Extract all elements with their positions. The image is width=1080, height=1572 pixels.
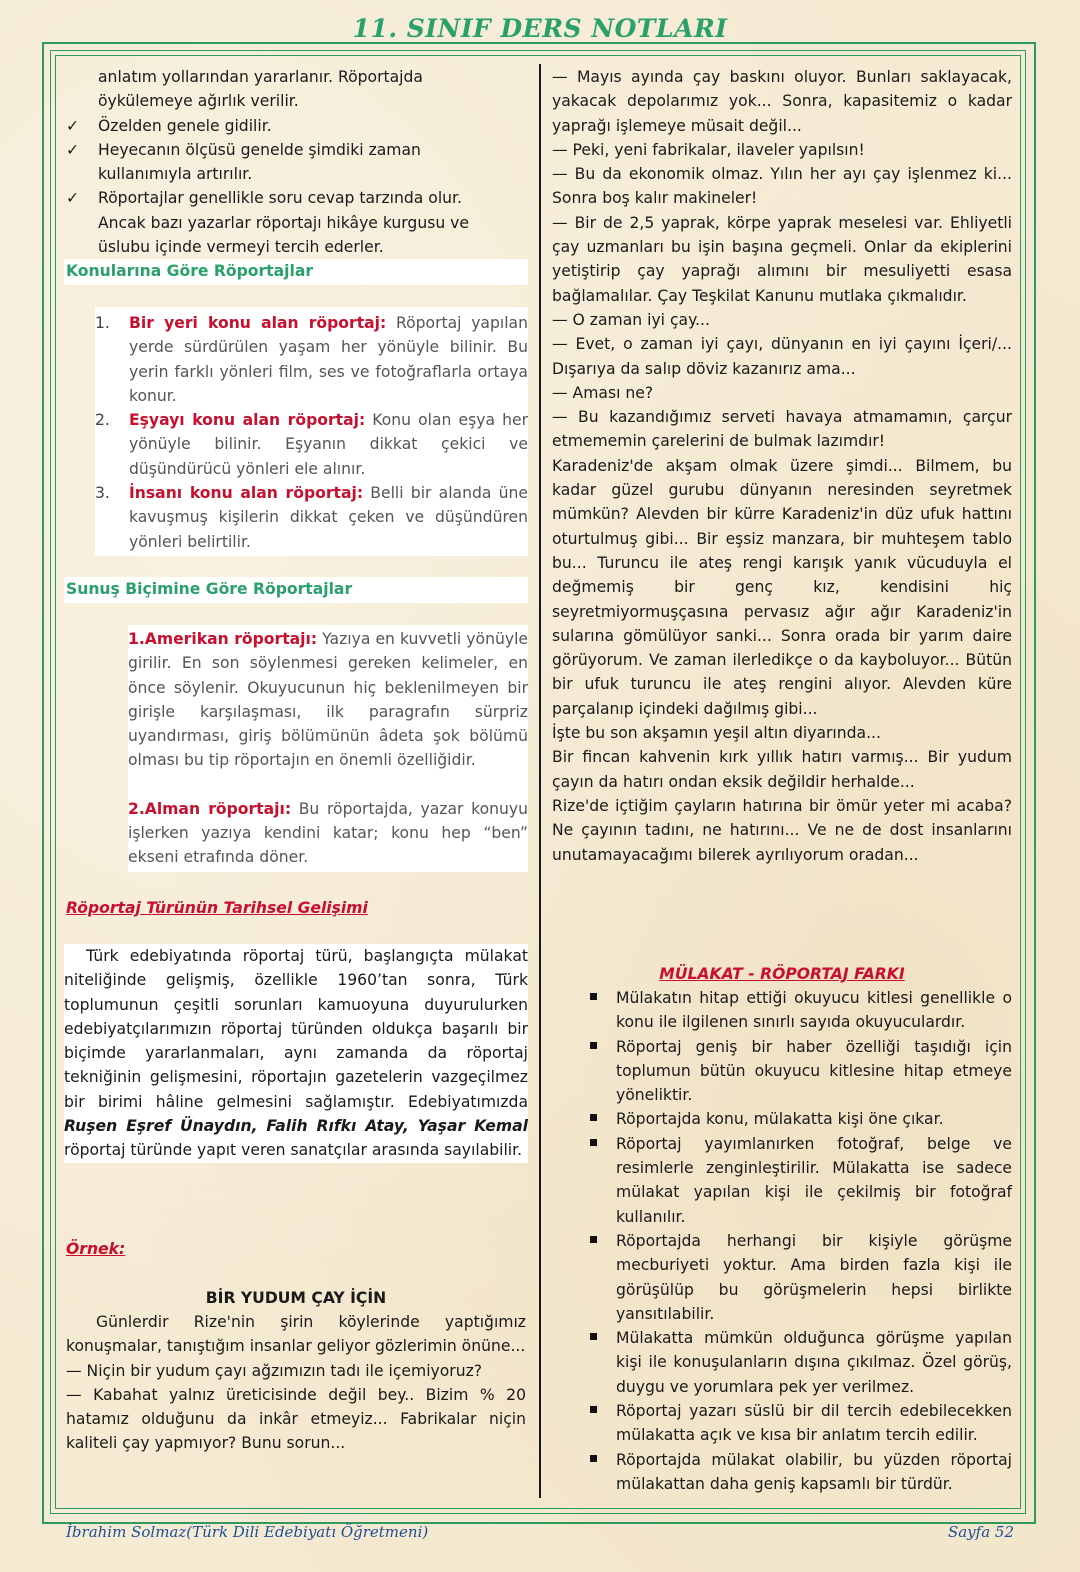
check-line: Özelden genele gidilir. <box>98 116 272 135</box>
konu-item-body <box>129 311 528 408</box>
mulakat-item-text: Röportajda konu, mülakatta kişi öne çıkar. <box>616 1110 944 1129</box>
sunus-item <box>128 797 528 870</box>
dialogue-paragraph: — Bu kazandığımız serveti havaya atmamamın, çarçur etmememin çarelerini de bulmak lazımdır! <box>552 408 1012 451</box>
konu-item <box>95 481 528 554</box>
konu-item-text: Belli bir alanda üne kavuşmuş kişilerin dikkat çeken ve düşündüren yönleri belirtilir. <box>129 484 529 551</box>
square-bullet-shape <box>590 1114 597 1121</box>
ornek-title: BİR YUDUM ÇAY İÇİN <box>205 1289 387 1307</box>
square-bullet-icon <box>586 1107 616 1131</box>
mulakat-heading-box <box>552 962 1012 986</box>
footer-author: İbrahim Solmaz(Türk Dili Edebiyatı Öğretmeni) <box>66 1523 429 1541</box>
ornek-paragraph: — Niçin bir yudum çayı ağzımızın tadı ile içemiyoruz? <box>66 1361 483 1380</box>
konu-item-number: 2. <box>95 411 110 430</box>
page-header-title: 11. SINIF DERS NOTLARI <box>352 14 728 43</box>
konu-item <box>95 311 528 408</box>
konu-list <box>95 307 528 556</box>
square-bullet-shape <box>590 993 597 1000</box>
square-bullet-icon <box>586 1399 616 1448</box>
square-bullet-shape <box>590 1236 597 1243</box>
square-bullet-icon <box>586 1448 616 1497</box>
konu-item <box>95 408 528 481</box>
check-list <box>66 114 528 260</box>
square-bullet-shape <box>590 1455 597 1462</box>
square-bullet-shape <box>590 1042 597 1049</box>
tarihsel-authors: Ruşen Eşref Ünaydın, Falih Rıfkı Atay, Yaşar Kemal <box>64 1117 528 1136</box>
sunus-item <box>128 627 528 773</box>
tarihsel-text-after: röportaj türünde yapıt veren sanatçılar arasında sayılabilir. <box>64 1141 523 1160</box>
check-line: Ancak bazı yazarlar röportajı hikâye kurgusu ve <box>98 213 469 232</box>
sunus-item-text: Yazıya en kuvvetli yönüyle girilir. En son söylenmesi gereken kelimeler, en önce söylenir. Okuyucunun hiç beklenilmeyen bir girişle karşılaşması, ilk paragrafın sürpriz uyandırması, giriş bölümünün âdeta şok bölümü olması bu tip röportajın en önemli özelliğidir. <box>128 630 529 770</box>
check-text <box>98 186 469 259</box>
dialogue-paragraph: — Peki, yeni fabrikalar, ilaveler yapılsın! <box>552 140 865 159</box>
konu-item-number: 3. <box>95 484 110 503</box>
dialogue-paragraph: — Aması ne? <box>552 383 654 402</box>
mulakat-item <box>586 1326 1012 1399</box>
konu-item-title: Eşyayı konu alan röportaj: <box>129 411 366 430</box>
dialogue-paragraph: Bir fincan kahvenin kırk yıllık hatırı varmış... Bir yudum çayın da hatırı ondan eksik değildir herhalde... <box>552 748 1012 791</box>
konu-heading: Konularına Göre Röportajlar <box>66 262 314 280</box>
konu-item-text: Konu olan eşya her yönüyle bilinir. Eşyanın dikkat çekici ve düşündürücü yönleri ele alınır. <box>129 411 528 478</box>
ornek-paragraph: Günlerdir Rize'nin şirin köylerinde yaptığımız konuşmalar, tanıştığım insanlar geliyor gözlerimin önüne... <box>66 1313 526 1356</box>
dialogue-paragraph: — Bu da ekonomik olmaz. Yılın her ayı çay işlenmez ki... Sonra boş kalır makineler! <box>552 165 1012 208</box>
mulakat-heading: MÜLAKAT - RÖPORTAJ FARKI <box>659 965 905 983</box>
right-dialogue <box>552 65 1012 867</box>
sunus-heading-box <box>64 577 528 603</box>
ornek-label: Örnek: <box>66 1240 126 1258</box>
konu-item-body <box>129 408 528 481</box>
square-bullet-shape <box>590 1406 597 1413</box>
mulakat-item-text: Mülakatın hitap ettiği okuyucu kitlesi genellikle o konu ile ilgilenen sınırlı sayıda okuyuculardır. <box>616 989 1012 1032</box>
sunus-heading: Sunuş Biçimine Göre Röportajlar <box>66 580 353 598</box>
square-bullet-shape <box>590 1139 597 1146</box>
mulakat-item <box>586 1399 1012 1448</box>
dialogue-paragraph: — Mayıs ayında çay baskını oluyor. Bunları saklayacak, yakacak depolarımız yok... Sonra, kapasitemiz o kadar yaprağı işlemeye müsait değil... <box>552 68 1012 135</box>
dialogue-paragraph: Rize'de içtiğim çayların hatırına bir ömür yeter mi acaba? Ne çayının tadını, ne hatırını... Ve ne de dost insanlarını unutamayacağımı bilerek ayrılıyorum oradan... <box>552 796 1012 864</box>
left-intro-block <box>66 65 528 259</box>
square-bullet-icon <box>586 1326 616 1399</box>
square-bullet-icon <box>586 986 616 1035</box>
mulakat-item <box>586 1229 1012 1326</box>
mulakat-item-text: Röportajda mülakat olabilir, bu yüzden röportaj mülakattan daha geniş kapsamlı bir türdür. <box>616 1450 1012 1493</box>
ornek-paragraph: — Kabahat yalnız üreticisinde değil bey.. Bizim % 20 hatamız olduğunu da inkâr etmeyiz... Fabrikalar niçin kaliteli çay yapmıyor? Bunu sorun... <box>66 1385 526 1453</box>
ornek-label-box <box>66 1237 526 1261</box>
square-bullet-icon <box>586 1132 616 1229</box>
konu-item-number: 1. <box>95 314 110 332</box>
column-divider <box>539 64 541 1498</box>
square-bullet-icon <box>586 1035 616 1108</box>
sunus-list <box>128 625 528 872</box>
dialogue-paragraph: — Bir de 2,5 yaprak, körpe yaprak meselesi var. Ehliyetli çay uzmanları bu işin başına geçmeli. Onlar da ekiplerini yetiştirip çay yaprağı alımını bir mesuliyetti esasa bağlamalılar. Çay Teşkilat Kanunu mutlaka çıkmalıdır. <box>552 213 1012 305</box>
check-mark-icon: ✓ <box>66 140 80 159</box>
ornek-body <box>66 1310 526 1456</box>
footer-page-number: Sayfa 52 <box>947 1523 1014 1541</box>
check-line: üslubu içinde vermeyi tercih ederler. <box>98 238 384 257</box>
dialogue-paragraph: — O zaman iyi çay... <box>552 310 710 329</box>
check-item <box>66 138 528 187</box>
dialogue-paragraph: Karadeniz'de akşam olmak üzere şimdi... Bilmem, bu kadar güzel gurubu dünyanın neresinden seyretmek mümkün? Alevden bir kürre Karadeniz'in düz ufuk hattını oturtulmuş gibi... Bir eşsiz manzara, bir muhteşem tablo bu... Turuncu ile ateş rengi karışık yanık vücuduyla el değmemiş bir genç kız, kendisini hiç seyretmiyormuşçasına pervasız ağır ağır Karadeniz'in sularına gömülüyor sanki... Sonra orada bir yarım daire görüyorum. Ve zaman ilerledikçe o da kayboluyor... Bütün bir ufuk turuncu ile ateş rengini alıyor. Alevden küre parçalanıp içindeki dağılmış gibi... <box>552 456 1012 718</box>
mulakat-item <box>586 986 1012 1035</box>
intro-line: anlatım yollarından yararlanır. Röportajda <box>98 68 423 86</box>
intro-text <box>66 65 528 114</box>
check-line: Röportajlar genellikle soru cevap tarzında olur. <box>98 189 462 208</box>
mulakat-item-text: Röportaj geniş bir haber özelliği taşıdığı için toplumun bütün okuyucu kitlesine hitap etmeye yöneliktir. <box>616 1037 1012 1105</box>
mulakat-item <box>586 1035 1012 1108</box>
konu-item-body <box>129 481 528 554</box>
konu-heading-box <box>64 259 528 285</box>
mulakat-list <box>586 986 1012 1496</box>
mulakat-item-text: Röportaj yayımlanırken fotoğraf, belge ve resimlerle zenginleştirilir. Mülakatta ise sadece mülakat yapılan kişi ile çekilmiş bir fotoğraf kullanılır. <box>616 1134 1012 1226</box>
check-text <box>98 138 421 187</box>
check-text <box>98 114 272 138</box>
mulakat-item <box>586 1448 1012 1497</box>
check-mark-icon: ✓ <box>66 189 80 208</box>
square-bullet-icon <box>586 1229 616 1326</box>
tarihsel-paragraph <box>64 944 528 1163</box>
tarihsel-heading-box <box>66 896 526 920</box>
dialogue-paragraph: — Evet, o zaman iyi çayı, dünyanın en iyi çayını İçeri/... Dışarıya da salıp döviz kazanırız ama... <box>552 335 1012 378</box>
check-line: Heyecanın ölçüsü genelde şimdiki zaman <box>98 140 421 159</box>
tarihsel-heading: Röportaj Türünün Tarihsel Gelişimi <box>66 899 368 917</box>
tarihsel-text-before: Türk edebiyatında röportaj türü, başlangıçta mülakat niteliğinde gelişmiş, özellikle 1960’tan sonra, Türk toplumunun çeşitli sorunları kamuoyuna duyurulurken edebiyatçılarımızın röportaj türünden oldukça başarılı bir biçimde yararlanmaları, aynı zamanda da röportaj tekniğinin gelişmesini, röportajın gazetelerin vazgeçilmez bir birimi hâline gelmesini sağlamıştır. Edebiyatımızda <box>64 947 528 1111</box>
konu-item-title: Bir yeri konu alan röportaj: <box>129 314 387 332</box>
square-bullet-shape <box>590 1333 597 1340</box>
dialogue-paragraph: İşte bu son akşamın yeşil altın diyarında... <box>552 724 881 743</box>
sunus-item-text: Bu röportajda, yazar konuyu işlerken yazıya kendini katar; konu hep “ben” ekseni etrafında döner. <box>128 799 528 867</box>
sunus-item-title: 1.Amerikan röportajı: <box>128 630 318 648</box>
mulakat-item-text: Röportaj yazarı süslü bir dil tercih edebilecekken mülakatta açık ve kısa bir anlatım tercih edilir. <box>616 1402 1012 1445</box>
konu-item-title: İnsanı konu alan röportaj: <box>129 484 364 503</box>
mulakat-item-text: Röportajda herhangi bir kişiyle görüşme mecburiyeti yoktur. Ama birden fazla kişi ile görüşülüp bu görüşmelerin hepsi birlikte yansıtılabilir. <box>616 1231 1012 1323</box>
check-line: kullanımıyla artırılır. <box>98 165 253 184</box>
mulakat-item <box>586 1132 1012 1229</box>
intro-line: öykülemeye ağırlık verilir. <box>98 92 299 111</box>
check-item <box>66 114 528 138</box>
mulakat-item <box>586 1107 1012 1131</box>
mulakat-item-text: Mülakatta mümkün olduğunca görüşme yapılan kişi ile konuşulanların dışına çıkılmaz. Özel görüş, duygu ve yorumlara pek yer verilmez. <box>616 1329 1012 1396</box>
check-item <box>66 186 528 259</box>
check-mark-icon: ✓ <box>66 116 80 135</box>
sunus-item-title: 2.Alman röportajı: <box>128 799 292 818</box>
konu-item-text: Röportaj yapılan yerde sürdürülen yaşam her yönüyle bilinir. Bu yerin farklı yönleri film, ses ve fotoğraflarla ortaya konur. <box>129 314 528 405</box>
